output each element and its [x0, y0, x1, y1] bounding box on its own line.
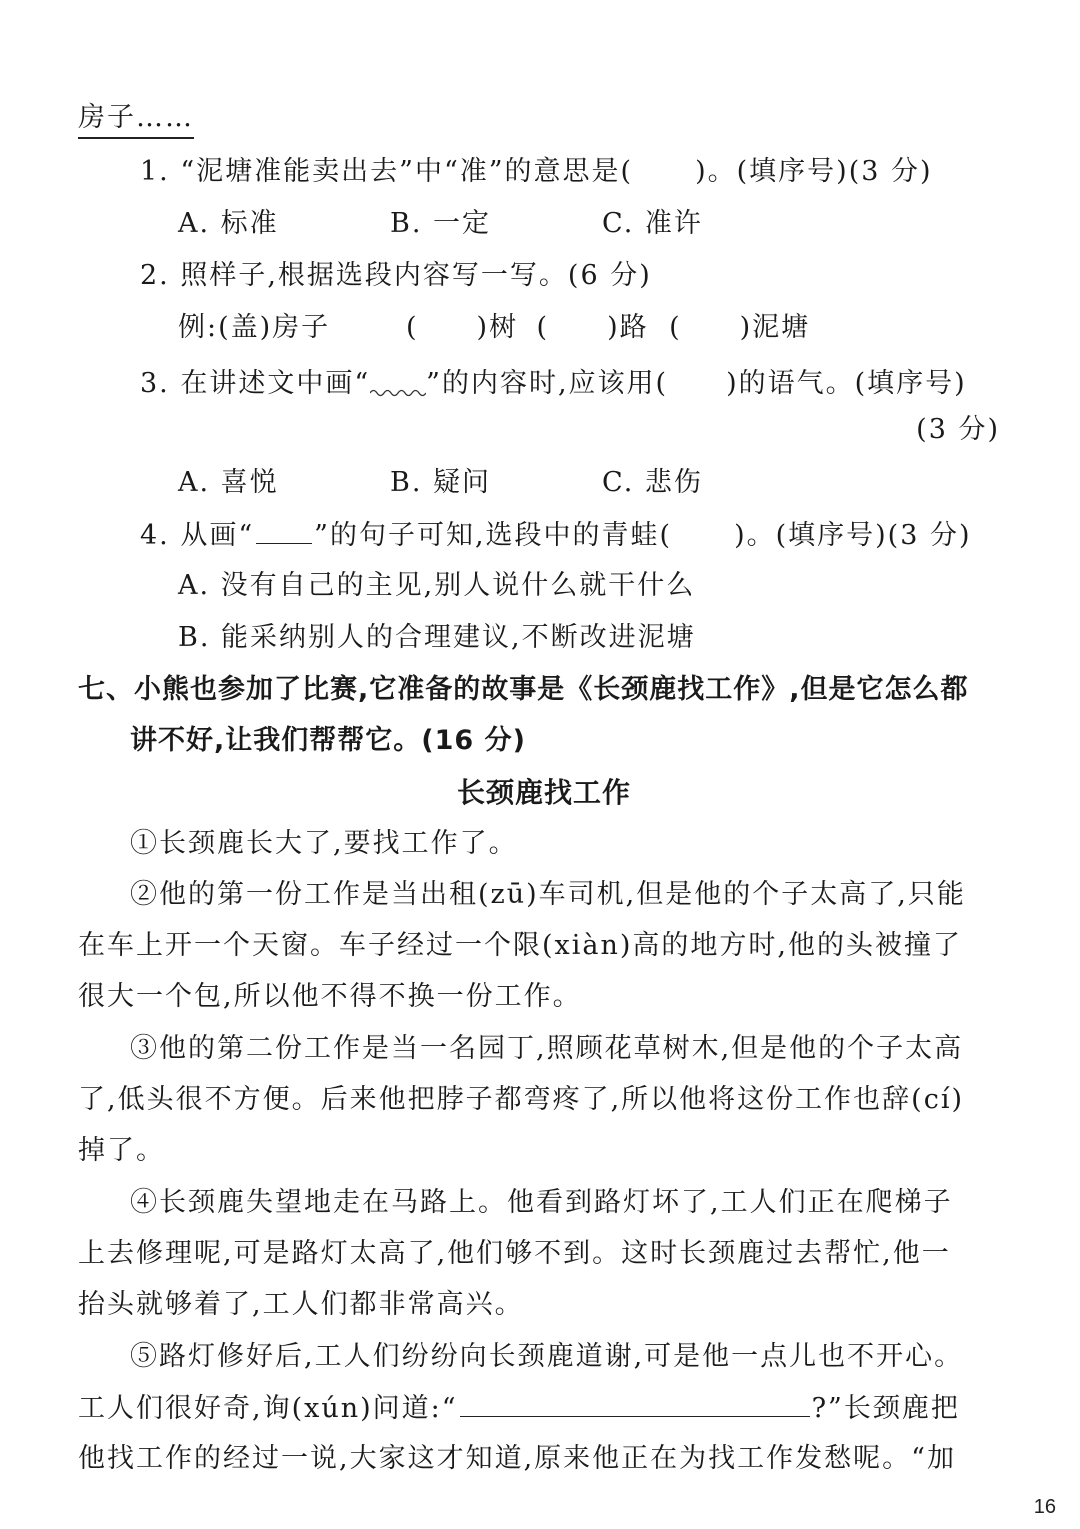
- q2-blank-1-open: (: [406, 312, 419, 343]
- q2-example-row: [178, 310, 810, 346]
- story-paragraph-4-line1: [130, 1185, 953, 1221]
- q1-options: [178, 206, 703, 242]
- paragraph-2-text-2: 在车上开一个天窗。车子经过一个限(xiàn)高的地方时,他的头被撞了: [78, 930, 962, 961]
- q4-option-a: [178, 568, 695, 604]
- story-paragraph-5-line2: [78, 1390, 960, 1427]
- story-title-text: 长颈鹿找工作: [456, 776, 631, 809]
- story-paragraph-1: [130, 826, 518, 862]
- story-paragraph-3-line1: [130, 1031, 963, 1067]
- q3-stem-part-b: ”的内容时,应该用(: [426, 368, 669, 399]
- q3-stem-part-c: )的语气。(填序号): [726, 368, 967, 399]
- q3-stem-part-a: 3. 在讲述文中画“: [140, 368, 371, 399]
- q4-stem-part-b: ”的句子可知,选段中的青蛙(: [314, 520, 673, 551]
- q4-option-b-text: B. 能采纳别人的合理建议,不断改进泥塘: [178, 622, 696, 653]
- q1-option-a: A. 标准: [178, 208, 279, 239]
- section-7-text-1: 七、小熊也参加了比赛,它准备的故事是《长颈鹿找工作》,但是它怎么都: [78, 674, 969, 705]
- q1-option-b: B. 一定: [390, 208, 492, 239]
- q2-stem-text: 2. 照样子,根据选段内容写一写。(6 分): [140, 260, 652, 291]
- question-1-stem: [140, 154, 933, 190]
- story-paragraph-3-line3: [78, 1133, 165, 1169]
- wavy-underline-mark: [370, 362, 426, 392]
- paragraph-4-text-3: 抬头就够着了,工人们都非常高兴。: [78, 1289, 524, 1320]
- section-7-text-2: 讲不好,让我们帮帮它。(16 分): [130, 725, 526, 756]
- story-paragraph-2-line2: [78, 928, 962, 964]
- q4-stem-part-a: 4. 从画“: [140, 520, 255, 551]
- paragraph-3-text-1: ③他的第二份工作是当一名园丁,照顾花草树木,但是他的个子太高: [130, 1033, 964, 1064]
- q2-blank-1-close: )树: [476, 312, 519, 343]
- q4-option-a-text: A. 没有自己的主见,别人说什么就干什么: [178, 570, 696, 601]
- paragraph-4-text-1: ④长颈鹿失望地走在马路上。他看到路灯坏了,工人们正在爬梯子: [130, 1187, 953, 1218]
- q4-option-b: [178, 620, 696, 656]
- story-paragraph-3-line2: [78, 1082, 964, 1118]
- paragraph-3-text-2: 了,低头很不方便。后来他把脖子都弯疼了,所以他将这份工作也辞(cí): [78, 1084, 964, 1115]
- q4-stem-part-c: )。(填序号)(3 分): [734, 520, 972, 551]
- section-7-heading-line1: [78, 672, 969, 708]
- question-4-stem: [140, 517, 972, 554]
- q1-option-c: C. 准许: [602, 208, 703, 239]
- paragraph-1-text: ①长颈鹿长大了,要找工作了。: [130, 828, 518, 859]
- top-fragment: [78, 100, 194, 136]
- paragraph-5-text-1: ⑤路灯修好后,工人们纷纷向长颈鹿道谢,可是他一点儿也不开心。: [130, 1341, 964, 1372]
- answer-line-blank[interactable]: [460, 1390, 810, 1417]
- q2-blank-3-open: (: [669, 312, 682, 343]
- q2-blank-2-open: (: [536, 312, 550, 343]
- q3-options: [178, 465, 703, 501]
- story-paragraph-4-line2: [78, 1236, 951, 1272]
- story-paragraph-5-line1: [130, 1339, 963, 1375]
- story-paragraph-5-line3: [78, 1441, 956, 1477]
- paragraph-5-text-3: 他找工作的经过一说,大家这才知道,原来他正在为找工作发愁呢。“加: [78, 1443, 956, 1474]
- paragraph-3-text-3: 掉了。: [78, 1135, 165, 1166]
- q3-score-text: (3 分): [916, 414, 1000, 445]
- paragraph-5-text-2a: 工人们很好奇,询(xún)问道:“: [78, 1393, 458, 1424]
- question-3-stem: [140, 362, 967, 402]
- paragraph-2-text-1: ②他的第一份工作是当出租(zū)车司机,但是他的个子太高了,只能: [130, 879, 966, 910]
- q2-blank-2-close: )路: [607, 312, 649, 343]
- q1-stem-part-b: )。(填序号)(3 分): [695, 156, 933, 187]
- top-fragment-text: 房子……: [78, 102, 194, 139]
- q2-example: 例:(盖)房子: [178, 312, 331, 343]
- paragraph-5-text-2b: ?”长颈鹿把: [811, 1393, 960, 1424]
- question-2-stem: [140, 258, 652, 294]
- story-paragraph-4-line3: [78, 1287, 524, 1323]
- story-paragraph-2-line1: [130, 877, 966, 913]
- q3-option-b: B. 疑问: [390, 467, 492, 498]
- straight-underline-mark: [256, 517, 312, 544]
- q1-stem-part-a: 1. “泥塘准能卖出去”中“准”的意思是(: [140, 156, 634, 187]
- story-paragraph-2-line3: [78, 979, 582, 1015]
- page-number: 16: [1033, 1496, 1056, 1518]
- q3-score: [916, 412, 1000, 448]
- paragraph-2-text-3: 很大一个包,所以他不得不换一份工作。: [78, 981, 582, 1012]
- q3-option-a: A. 喜悦: [178, 467, 279, 498]
- q3-option-c: C. 悲伤: [602, 467, 703, 498]
- paragraph-4-text-2: 上去修理呢,可是路灯太高了,他们够不到。这时长颈鹿过去帮忙,他一: [78, 1238, 951, 1269]
- q2-blank-3-close: )泥塘: [739, 312, 811, 343]
- story-title: [0, 775, 1080, 811]
- section-7-heading-line2: [130, 723, 526, 759]
